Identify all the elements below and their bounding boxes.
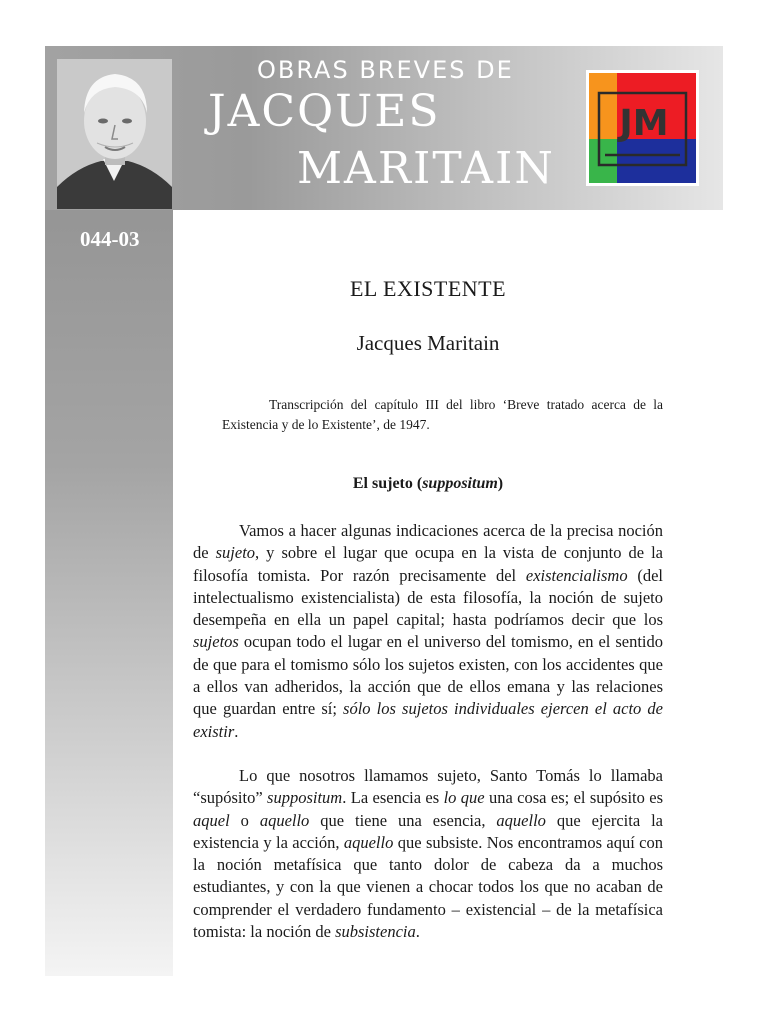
body-paragraph-1 (193, 520, 663, 743)
text-run: . La esencia es (342, 788, 444, 808)
text-run: (del intelectualismo existencialista) de esta filosofía, la noción de sujeto desempeña en ella un papel capital; hasta podríamos decir que los (193, 565, 663, 630)
portrait-image (57, 59, 172, 209)
text-run: Lo que nosotros llamamos sujeto, Santo Tomás lo llamaba “supósito” (193, 765, 663, 808)
section-heading (193, 475, 663, 493)
jm-logo-icon (589, 73, 696, 183)
italic-run: sujeto (215, 543, 256, 563)
document-code: 044-03 (80, 227, 140, 251)
section-heading-italic: suppositum (422, 475, 498, 492)
body-paragraph-2 (193, 765, 663, 943)
italic-run: subsistencia (335, 922, 416, 942)
text-run: una cosa es; el supósito es (484, 788, 663, 808)
author-portrait (57, 59, 172, 209)
italic-run: aquello (496, 810, 546, 830)
transcription-note: Transcripción del capítulo III del libro ‘Breve tratado acerca de la Existencia y de lo Existente’, de 1947. (222, 397, 663, 432)
author-name-first: JACQUES (208, 86, 441, 137)
section-heading-text: El sujeto ( (352, 475, 423, 492)
section-heading-close: ) (497, 475, 504, 492)
text-run: . (234, 721, 239, 741)
italic-run: sólo los sujetos individuales ejercen el acto de existir (193, 699, 664, 741)
italic-run: lo que (443, 788, 485, 808)
italic-run: aquello (343, 832, 394, 852)
document-author: Jacques Maritain (356, 331, 500, 355)
italic-run: sujetos (193, 632, 239, 652)
text-run: o (229, 810, 260, 830)
italic-run: aquello (259, 810, 310, 830)
text-run: que ejercita la existencia y la acción, (193, 810, 664, 852)
italic-run: suppositum (267, 788, 343, 808)
jm-logo (586, 70, 699, 186)
text-run: Vamos a hacer algunas indicaciones acerca de la precisa noción de (193, 521, 663, 563)
italic-run: aquel (193, 810, 230, 830)
text-run: que subsiste. Nos encontramos aquí con la noción metafísica que tanto dolor de cabeza da a muchos estudiantes, y con la que vienen a chocar todos los que no acaban de comprender el verdadero fundamento – existencial – de la metafísica tomista: la noción de (193, 832, 664, 942)
text-run: que tiene una esencia, (309, 810, 497, 830)
author-name-last: MARITAIN (297, 143, 555, 194)
text-run: , y sobre el lugar que ocupa en la vista de conjunto de la filosofía tomista. Por razón precisamente del (193, 543, 663, 585)
header-banner (45, 46, 723, 210)
text-run: . (415, 922, 420, 942)
document-content (193, 276, 663, 943)
document-title: EL EXISTENTE (349, 276, 507, 301)
italic-run: existencialismo (525, 565, 628, 585)
text-run: ocupan todo el lugar en el universo del tomismo, en el sentido de que para el tomismo sólo los sujetos existen, con los accidentes que a ellos van adheridos, la acción que de ellos emana y las relaciones que guardan entre sí; (193, 632, 663, 719)
series-label: OBRAS BREVES DE (257, 56, 514, 84)
svg-text:JM: JM (619, 103, 669, 144)
